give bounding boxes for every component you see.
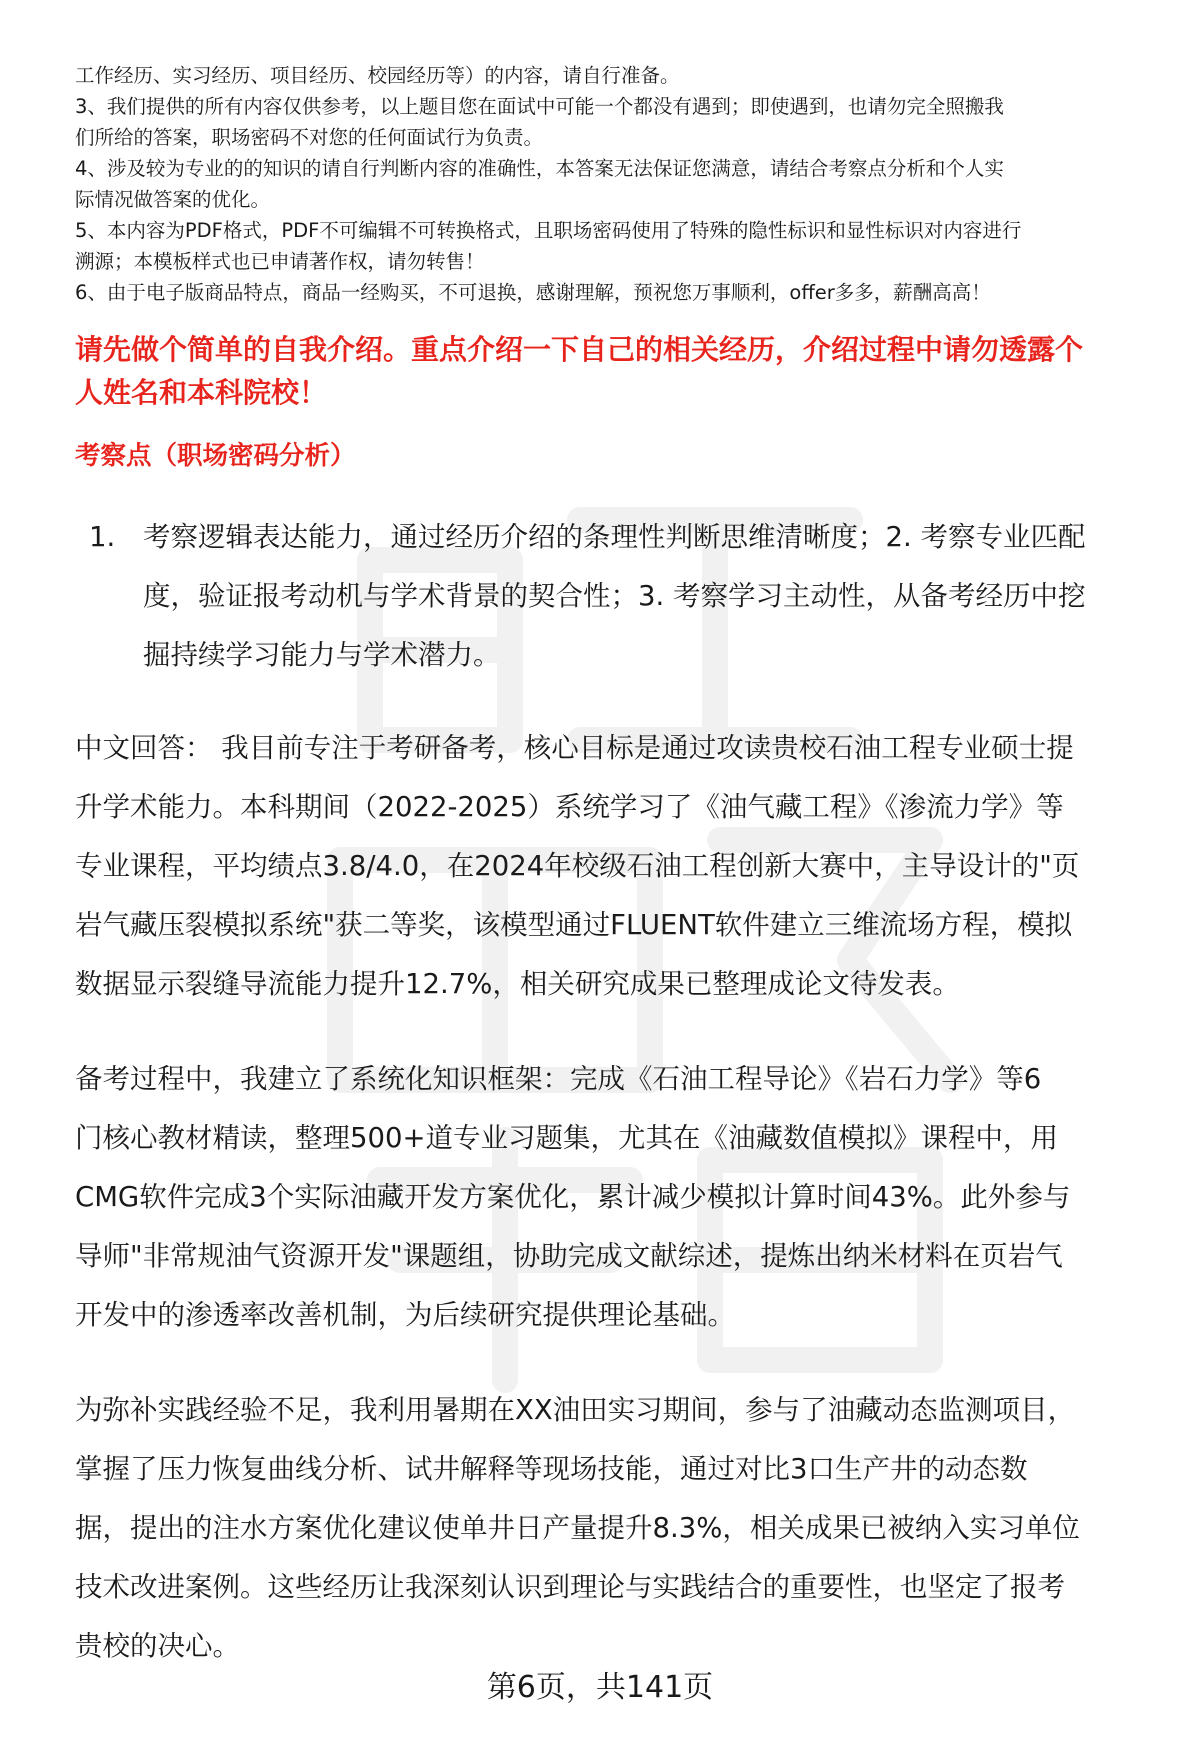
paragraph-line: 掌握了压力恢复曲线分析、试井解释等现场技能，通过对比3口生产井的动态数 — [75, 1453, 1028, 1485]
paragraph-line: 开发中的渗透率改善机制，为后续研究提供理论基础。 — [75, 1299, 735, 1331]
notice-block — [75, 60, 1155, 308]
point-line: 掘持续学习能力与学术潜力。 — [143, 639, 501, 671]
answer-paragraph — [75, 719, 1155, 1014]
paragraph-line: 专业课程，平均绩点3.8/4.0，在2024年校级石油工程创新大赛中，主导设计的"页 — [75, 850, 1080, 882]
notice-line: 溯源；本模板样式也已申请著作权，请勿转售！ — [75, 250, 485, 273]
paragraph-line: 为弥补实践经验不足，我利用暑期在XX油田实习期间，参与了油藏动态监测项目， — [75, 1394, 1076, 1426]
notice-line: 工作经历、实习经历、项目经历、校园经历等）的内容，请自行准备。 — [75, 64, 680, 87]
paragraph-line: 技术改进案例。这些经历让我深刻认识到理论与实践结合的重要性，也坚定了报考 — [75, 1571, 1065, 1603]
page-number-footer: 第6页，共141页 — [486, 1670, 714, 1705]
point-line: 度，验证报考动机与学术背景的契合性；3. 考察学习主动性，从备考经历中挖 — [143, 580, 1086, 612]
question-line: 人姓名和本科院校！ — [75, 376, 328, 409]
notice-line: 4、涉及较为专业的的知识的请自行判断内容的准确性，本答案无法保证您满意，请结合考察点分析和个人实 — [75, 157, 1004, 180]
paragraph-line: 门核心教材精读，整理500+道专业习题集，尤其在《油藏数值模拟》课程中，用 — [75, 1122, 1059, 1154]
notice-line: 6、由于电子版商品特点，商品一经购买，不可退换，感谢理解，预祝您万事顺利，offer多多，薪酬高高！ — [75, 281, 991, 304]
paragraph-line: 升学术能力。本科期间（2022-2025）系统学习了《油气藏工程》《渗流力学》等 — [75, 791, 1064, 823]
paragraph-line: 数据显示裂缝导流能力提升12.7%，相关研究成果已整理成论文待发表。 — [75, 968, 960, 1000]
interview-question — [75, 328, 1155, 414]
section-title: 考察点（职场密码分析） — [75, 441, 356, 471]
point-item — [75, 508, 1155, 685]
answer-paragraph — [75, 1381, 1155, 1676]
answer-paragraph — [75, 1050, 1155, 1345]
notice-line: 际情况做答案的优化。 — [75, 188, 271, 211]
point-line: 考察逻辑表达能力，通过经历介绍的条理性判断思维清晰度；2. 考察专业匹配 — [143, 521, 1086, 553]
paragraph-line: 据，提出的注水方案优化建议使单井日产量提升8.3%，相关成果已被纳入实习单位 — [75, 1512, 1080, 1544]
paragraph-line: CMG软件完成3个实际油藏开发方案优化，累计减少模拟计算时间43%。此外参与 — [75, 1181, 1071, 1213]
question-line: 请先做个简单的自我介绍。重点介绍一下自己的相关经历，介绍过程中请勿透露个 — [75, 333, 1084, 366]
point-number: 1. — [89, 521, 116, 553]
paragraph-line: 备考过程中，我建立了系统化知识框架：完成《石油工程导论》《岩石力学》等6 — [75, 1063, 1042, 1095]
assessment-points — [75, 508, 1155, 685]
notice-line: 3、我们提供的所有内容仅供参考，以上题目您在面试中可能一个都没有遇到；即使遇到，也请勿完全照搬我 — [75, 95, 1004, 118]
paragraph-line: 中文回答： 我目前专注于考研备考，核心目标是通过攻读贵校石油工程专业硕士提 — [75, 732, 1074, 764]
point-text — [143, 508, 1155, 685]
paragraph-line: 岩气藏压裂模拟系统"获二等奖，该模型通过FLUENT软件建立三维流场方程，模拟 — [75, 909, 1073, 941]
notice-line: 5、本内容为PDF格式，PDF不可编辑不可转换格式，且职场密码使用了特殊的隐性标识和显性标识对内容进行 — [75, 219, 1022, 242]
page-content — [75, 60, 1155, 1676]
paragraph-line: 贵校的决心。 — [75, 1630, 240, 1662]
notice-line: 们所给的答案，职场密码不对您的任何面试行为负责。 — [75, 126, 544, 149]
paragraph-line: 导师"非常规油气资源开发"课题组，协助完成文献综述，提炼出纳米材料在页岩气 — [75, 1240, 1063, 1272]
